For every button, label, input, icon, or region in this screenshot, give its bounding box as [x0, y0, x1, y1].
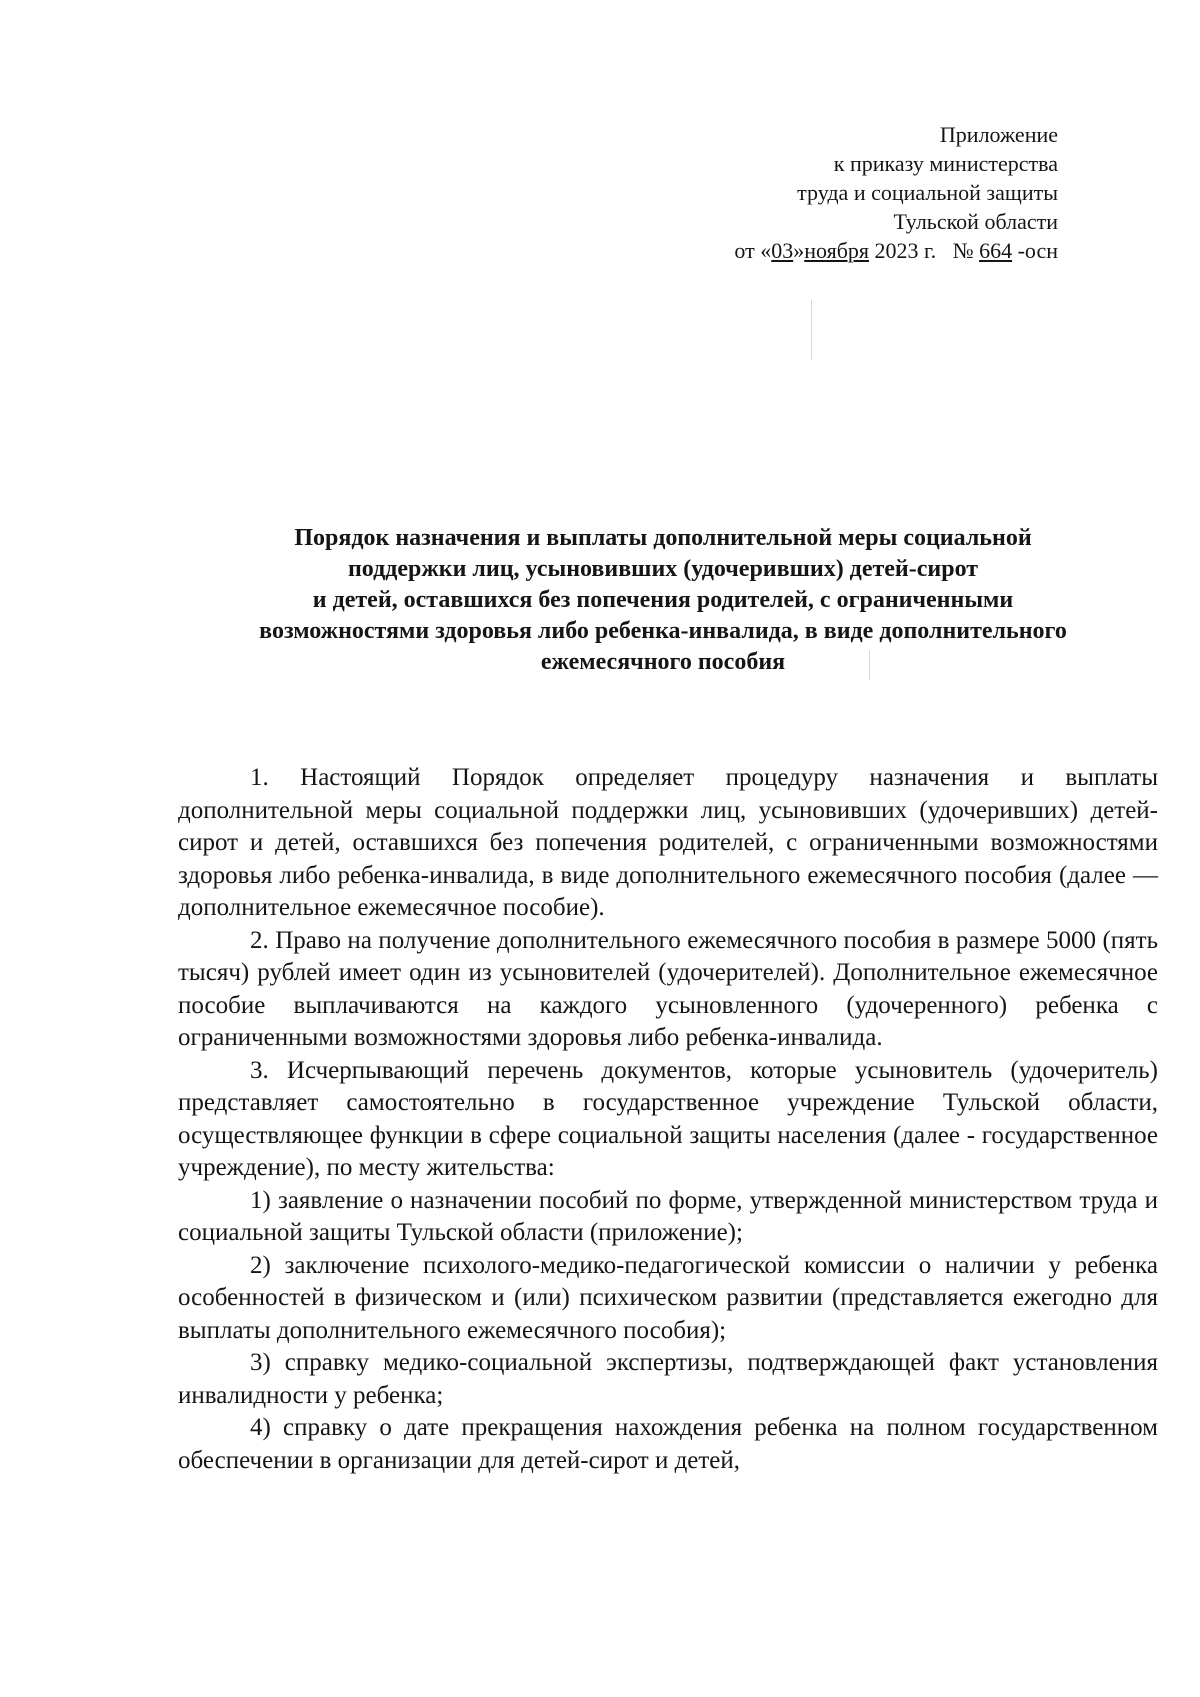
paragraph-1: 1. Настоящий Порядок определяет процедуру назначения и выплаты дополнительной меры социальной поддержки лиц, усыновивших (удочеривших) детей-сирот и детей, оставшихся без попечения родителей, с ограниченными возможностями здоровья либо ребенка-инвалида, в виде дополнительного ежемесячного пособия (далее — дополнительное ежемесячное пособие). [178, 764, 1158, 921]
appendix-line: Тульской области [893, 209, 1058, 234]
document-body [178, 762, 1158, 1477]
title-line: Порядок назначения и выплаты дополнительной меры социальной [294, 525, 1032, 551]
paragraph-3: 3. Исчерпывающий перечень документов, которые усыновитель (удочеритель) представляет самостоятельно в государственное учреждение Тульской области, осуществляющее функции в сфере социальной защиты населения (далее - государственное учреждение), по месту жительства: [178, 1056, 1158, 1181]
list-item-2: 2) заключение психолого-медико-педагогической комиссии о наличии у ребенка особенностей в физическом и (или) психическом развитии (представляется ежегодно для выплаты дополнительного ежемесячного пособия); [178, 1251, 1158, 1344]
list-item-3: 3) справку медико-социальной экспертизы, подтверждающей факт установления инвалидности у ребенка; [178, 1349, 1158, 1409]
appendix-line: труда и социальной защиты [797, 180, 1058, 205]
appendix-header [538, 120, 1058, 265]
appendix-line: Приложение [939, 122, 1058, 147]
appendix-line: к приказу министерства [833, 151, 1058, 176]
title-line: возможностями здоровья либо ребенка-инвалида, в виде дополнительного [259, 618, 1067, 644]
list-item-1: 1) заявление о назначении пособий по форме, утвержденной министерством труда и социальной защиты Тульской области (приложение); [178, 1186, 1158, 1246]
title-line: поддержки лиц, усыновивших (удочеривших) детей-сирот [347, 556, 979, 582]
date-year: 2023 г. [869, 238, 937, 263]
date-month: ноября [804, 238, 870, 263]
number-suffix: -осн [1012, 238, 1058, 263]
list-item-4: 4) справку о дате прекращения нахождения ребенка на полном государственном обеспечении в организации для детей-сирот и детей, [178, 1414, 1158, 1474]
title-line: ежемесячного пособия [540, 649, 786, 675]
paragraph-2: 2. Право на получение дополнительного ежемесячного пособия в размере 5000 (пять тысяч) рублей имеет один из усыновителей (удочерителей). Дополнительное ежемесячное пособие выплачиваются на каждого усыновленного (удочеренного) ребенка с ограниченными возможностями здоровья либо ребенка-инвалида. [178, 926, 1158, 1051]
title-line: и детей, оставшихся без попечения родителей, с ограниченными [312, 587, 1014, 613]
document-title [168, 523, 1158, 678]
scan-artifact-line [811, 300, 812, 360]
date-quote-close: » [793, 238, 805, 263]
date-day: 03 [771, 238, 794, 263]
order-number: 664 [979, 238, 1013, 263]
order-date-number [538, 236, 1058, 265]
number-prefix: № [952, 238, 980, 263]
date-prefix: от « [734, 238, 772, 263]
